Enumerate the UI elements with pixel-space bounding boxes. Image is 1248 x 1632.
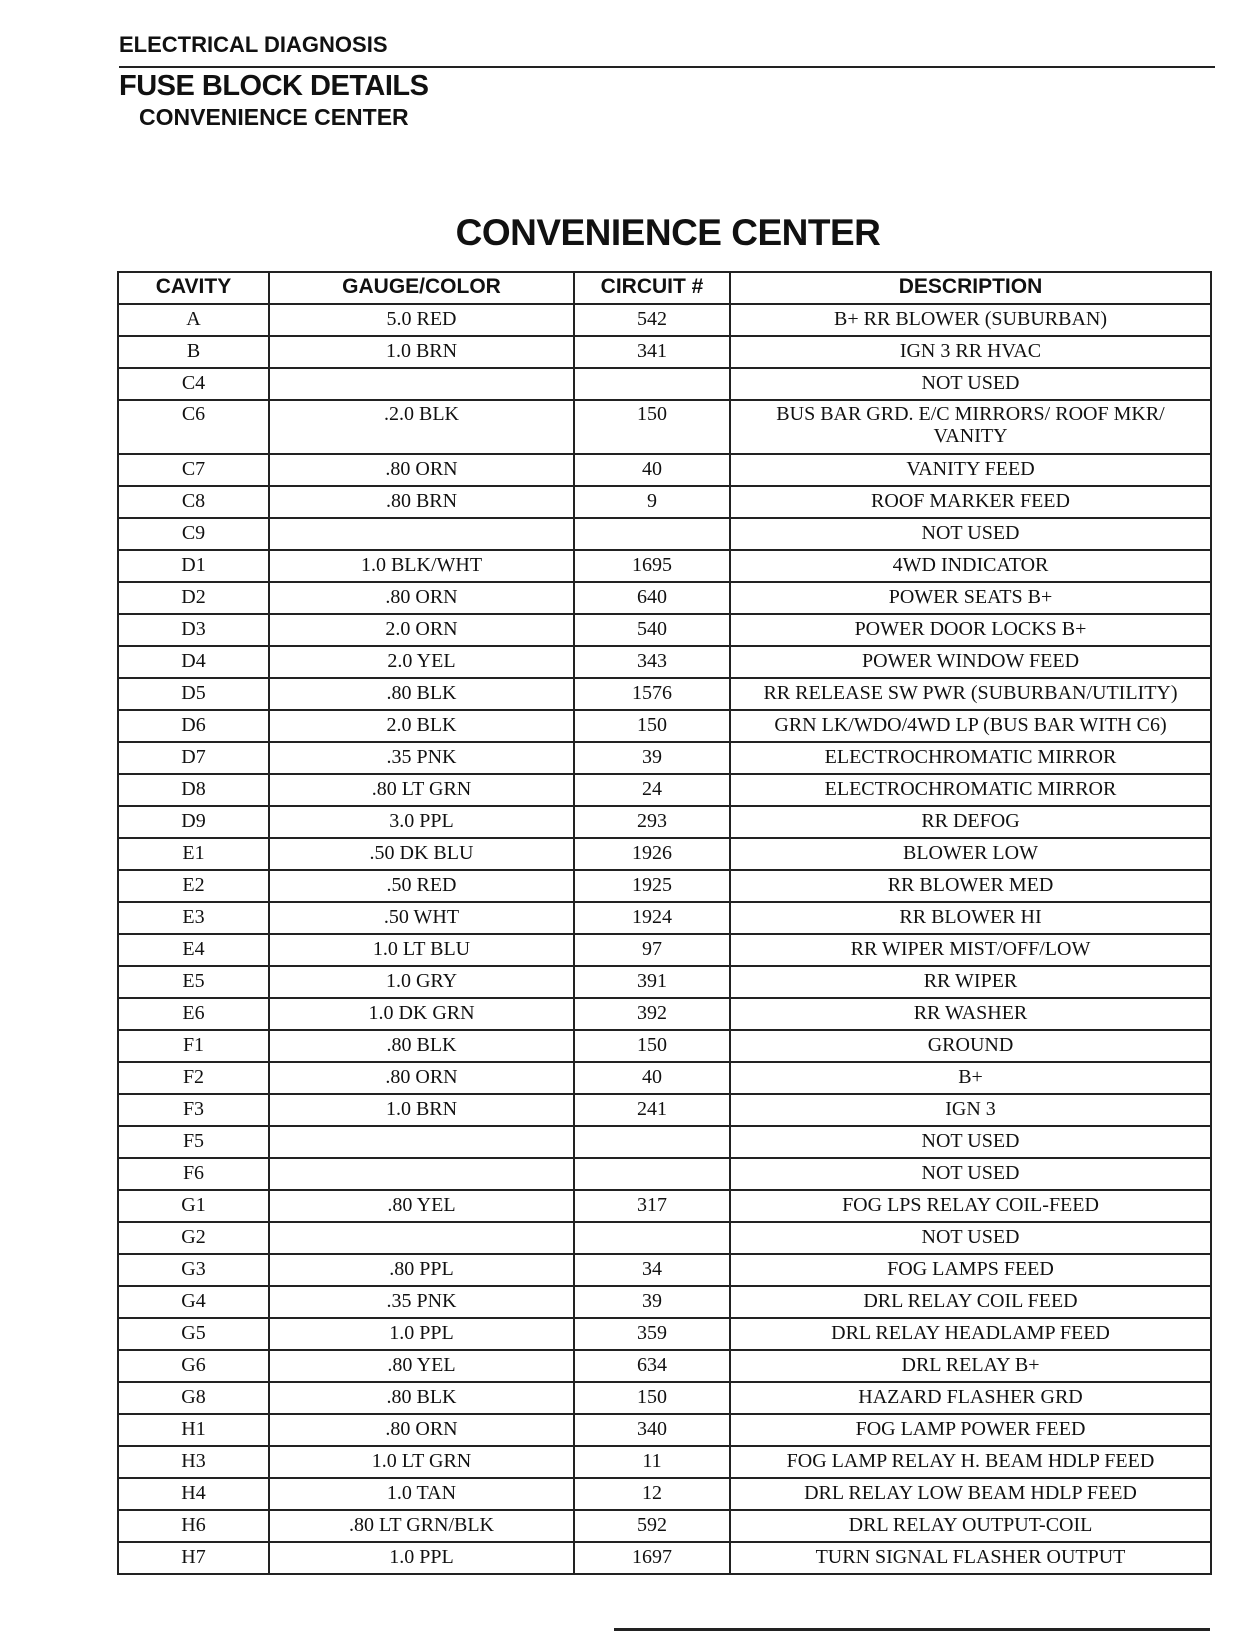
cell-cavity: F5 — [118, 1126, 269, 1158]
table-row — [118, 870, 1211, 902]
cell-gauge-color — [269, 518, 574, 550]
cell-gauge-color — [269, 1126, 574, 1158]
cell-gauge-color: 1.0 DK GRN — [269, 998, 574, 1030]
cell-gauge-color: .80 ORN — [269, 1414, 574, 1446]
column-header-cavity: CAVITY — [118, 272, 269, 304]
table-row — [118, 486, 1211, 518]
table-row — [118, 550, 1211, 582]
cell-description: DRL RELAY HEADLAMP FEED — [730, 1318, 1211, 1350]
table-row — [118, 1446, 1211, 1478]
cell-circuit: 150 — [574, 710, 730, 742]
cell-gauge-color — [269, 1158, 574, 1190]
cell-cavity: D3 — [118, 614, 269, 646]
cell-circuit: 12 — [574, 1478, 730, 1510]
cell-cavity: D9 — [118, 806, 269, 838]
cell-description: FOG LPS RELAY COIL-FEED — [730, 1190, 1211, 1222]
table-row — [118, 646, 1211, 678]
cell-description: ROOF MARKER FEED — [730, 486, 1211, 518]
cell-cavity: H6 — [118, 1510, 269, 1542]
column-header-circuit: CIRCUIT # — [574, 272, 730, 304]
cell-description: IGN 3 RR HVAC — [730, 336, 1211, 368]
cell-cavity: G1 — [118, 1190, 269, 1222]
cell-description: RR BLOWER HI — [730, 902, 1211, 934]
cell-description: BUS BAR GRD. E/C MIRRORS/ ROOF MKR/ VANITY — [730, 400, 1211, 454]
cell-circuit — [574, 1158, 730, 1190]
cell-circuit: 343 — [574, 646, 730, 678]
cell-description: FOG LAMP RELAY H. BEAM HDLP FEED — [730, 1446, 1211, 1478]
cell-circuit: 542 — [574, 304, 730, 336]
cell-gauge-color: .50 DK BLU — [269, 838, 574, 870]
cell-gauge-color: .80 BRN — [269, 486, 574, 518]
cell-cavity: D5 — [118, 678, 269, 710]
table-row — [118, 934, 1211, 966]
cell-gauge-color: 1.0 PPL — [269, 1542, 574, 1574]
page-subtitle: CONVENIENCE CENTER — [139, 104, 409, 130]
cell-circuit: 1697 — [574, 1542, 730, 1574]
table-row — [118, 902, 1211, 934]
table-row — [118, 678, 1211, 710]
cell-description: BLOWER LOW — [730, 838, 1211, 870]
cell-gauge-color: .80 BLK — [269, 1030, 574, 1062]
cell-gauge-color: .80 YEL — [269, 1190, 574, 1222]
cell-cavity: C9 — [118, 518, 269, 550]
table-row — [118, 1542, 1211, 1574]
cell-circuit: 592 — [574, 1510, 730, 1542]
cell-description: POWER WINDOW FEED — [730, 646, 1211, 678]
table-header-row — [118, 272, 1211, 304]
cell-circuit: 1695 — [574, 550, 730, 582]
cell-description: 4WD INDICATOR — [730, 550, 1211, 582]
table-row — [118, 774, 1211, 806]
cell-circuit: 340 — [574, 1414, 730, 1446]
table-row — [118, 582, 1211, 614]
cell-description: NOT USED — [730, 1158, 1211, 1190]
cell-description: POWER DOOR LOCKS B+ — [730, 614, 1211, 646]
cell-circuit: 392 — [574, 998, 730, 1030]
cell-description: DRL RELAY OUTPUT-COIL — [730, 1510, 1211, 1542]
cell-gauge-color: .50 RED — [269, 870, 574, 902]
cell-cavity: C7 — [118, 454, 269, 486]
cell-description: RR BLOWER MED — [730, 870, 1211, 902]
cell-cavity: E2 — [118, 870, 269, 902]
cell-circuit — [574, 368, 730, 400]
cell-gauge-color: 2.0 ORN — [269, 614, 574, 646]
table-row — [118, 1030, 1211, 1062]
cell-circuit: 1926 — [574, 838, 730, 870]
cell-description: FOG LAMPS FEED — [730, 1254, 1211, 1286]
cell-cavity: H4 — [118, 1478, 269, 1510]
table-row — [118, 1350, 1211, 1382]
cell-circuit: 540 — [574, 614, 730, 646]
cell-gauge-color: .35 PNK — [269, 742, 574, 774]
cell-cavity: D7 — [118, 742, 269, 774]
table-row — [118, 336, 1211, 368]
cell-gauge-color: 1.0 PPL — [269, 1318, 574, 1350]
cell-cavity: G3 — [118, 1254, 269, 1286]
cell-cavity: E5 — [118, 966, 269, 998]
table-row — [118, 1094, 1211, 1126]
cell-description: TURN SIGNAL FLASHER OUTPUT — [730, 1542, 1211, 1574]
cell-gauge-color: 1.0 BRN — [269, 1094, 574, 1126]
table-row — [118, 1286, 1211, 1318]
cell-gauge-color: 1.0 LT BLU — [269, 934, 574, 966]
cell-gauge-color: .80 ORN — [269, 582, 574, 614]
table-row — [118, 454, 1211, 486]
table-row — [118, 1510, 1211, 1542]
cell-circuit: 293 — [574, 806, 730, 838]
cell-circuit: 40 — [574, 454, 730, 486]
cell-circuit: 634 — [574, 1350, 730, 1382]
cell-description: POWER SEATS B+ — [730, 582, 1211, 614]
cell-description: RR WIPER MIST/OFF/LOW — [730, 934, 1211, 966]
cell-gauge-color — [269, 1222, 574, 1254]
cell-cavity: F2 — [118, 1062, 269, 1094]
table-row — [118, 1190, 1211, 1222]
cell-description: ELECTROCHROMATIC MIRROR — [730, 742, 1211, 774]
cell-description: B+ — [730, 1062, 1211, 1094]
cell-cavity: E6 — [118, 998, 269, 1030]
cell-description: DRL RELAY B+ — [730, 1350, 1211, 1382]
table-row — [118, 806, 1211, 838]
cell-description: FOG LAMP POWER FEED — [730, 1414, 1211, 1446]
cell-circuit — [574, 1222, 730, 1254]
cell-description: RR WASHER — [730, 998, 1211, 1030]
cell-cavity: F6 — [118, 1158, 269, 1190]
cell-circuit: 40 — [574, 1062, 730, 1094]
cell-circuit: 1576 — [574, 678, 730, 710]
table-row — [118, 1158, 1211, 1190]
cell-circuit: 1924 — [574, 902, 730, 934]
cell-cavity: G2 — [118, 1222, 269, 1254]
cell-cavity: B — [118, 336, 269, 368]
cell-cavity: D2 — [118, 582, 269, 614]
cell-gauge-color: 1.0 BRN — [269, 336, 574, 368]
cell-description: NOT USED — [730, 1222, 1211, 1254]
table-row — [118, 966, 1211, 998]
cell-gauge-color: 2.0 BLK — [269, 710, 574, 742]
cell-cavity: D6 — [118, 710, 269, 742]
table-row — [118, 518, 1211, 550]
table-row — [118, 1062, 1211, 1094]
cell-circuit: 317 — [574, 1190, 730, 1222]
table-row — [118, 614, 1211, 646]
cell-circuit: 9 — [574, 486, 730, 518]
table-row — [118, 368, 1211, 400]
cell-gauge-color: .80 LT GRN/BLK — [269, 1510, 574, 1542]
cell-description: RR RELEASE SW PWR (SUBURBAN/UTILITY) — [730, 678, 1211, 710]
cell-description: B+ RR BLOWER (SUBURBAN) — [730, 304, 1211, 336]
cell-description: RR WIPER — [730, 966, 1211, 998]
fuse-table — [117, 271, 1212, 1575]
cell-circuit: 241 — [574, 1094, 730, 1126]
table-row — [118, 838, 1211, 870]
cell-gauge-color: .80 ORN — [269, 1062, 574, 1094]
table-row — [118, 1318, 1211, 1350]
cell-gauge-color: .80 BLK — [269, 678, 574, 710]
cell-circuit: 359 — [574, 1318, 730, 1350]
cell-description: NOT USED — [730, 518, 1211, 550]
cell-gauge-color: 1.0 LT GRN — [269, 1446, 574, 1478]
cell-cavity: D4 — [118, 646, 269, 678]
cell-description: ELECTROCHROMATIC MIRROR — [730, 774, 1211, 806]
cell-circuit: 34 — [574, 1254, 730, 1286]
table-row — [118, 1382, 1211, 1414]
cell-gauge-color: .80 PPL — [269, 1254, 574, 1286]
page-title: FUSE BLOCK DETAILS — [119, 70, 429, 102]
cell-cavity: G5 — [118, 1318, 269, 1350]
cell-circuit: 97 — [574, 934, 730, 966]
cell-circuit: 150 — [574, 1382, 730, 1414]
cell-gauge-color: .80 LT GRN — [269, 774, 574, 806]
cell-circuit: 39 — [574, 1286, 730, 1318]
cell-circuit: 391 — [574, 966, 730, 998]
table-body — [118, 304, 1211, 1574]
cell-description: IGN 3 — [730, 1094, 1211, 1126]
cell-cavity: E1 — [118, 838, 269, 870]
cell-cavity: F3 — [118, 1094, 269, 1126]
cell-cavity: G6 — [118, 1350, 269, 1382]
cell-cavity: C6 — [118, 400, 269, 454]
cell-description: DRL RELAY LOW BEAM HDLP FEED — [730, 1478, 1211, 1510]
cell-description: GRN LK/WDO/4WD LP (BUS BAR WITH C6) — [730, 710, 1211, 742]
cell-cavity: A — [118, 304, 269, 336]
cell-gauge-color: .80 ORN — [269, 454, 574, 486]
cell-cavity: D8 — [118, 774, 269, 806]
cell-gauge-color: 5.0 RED — [269, 304, 574, 336]
cell-circuit: 640 — [574, 582, 730, 614]
cell-cavity: H3 — [118, 1446, 269, 1478]
cell-gauge-color: 3.0 PPL — [269, 806, 574, 838]
table-row — [118, 742, 1211, 774]
cell-description: GROUND — [730, 1030, 1211, 1062]
column-header-gauge-color: GAUGE/COLOR — [269, 272, 574, 304]
cell-cavity: G4 — [118, 1286, 269, 1318]
cell-circuit: 341 — [574, 336, 730, 368]
cell-circuit: 150 — [574, 400, 730, 454]
section-heading: ELECTRICAL DIAGNOSIS — [119, 32, 388, 57]
cell-circuit: 24 — [574, 774, 730, 806]
cell-circuit — [574, 518, 730, 550]
column-header-description: DESCRIPTION — [730, 272, 1211, 304]
cell-cavity: F1 — [118, 1030, 269, 1062]
table-row — [118, 1478, 1211, 1510]
table-row — [118, 400, 1211, 454]
cell-gauge-color: .80 BLK — [269, 1382, 574, 1414]
header-rule — [119, 66, 1215, 68]
cell-circuit: 11 — [574, 1446, 730, 1478]
cell-description: HAZARD FLASHER GRD — [730, 1382, 1211, 1414]
table-row — [118, 1254, 1211, 1286]
cell-gauge-color: 2.0 YEL — [269, 646, 574, 678]
cell-circuit — [574, 1126, 730, 1158]
table-row — [118, 1222, 1211, 1254]
cell-description: VANITY FEED — [730, 454, 1211, 486]
cell-gauge-color: .80 YEL — [269, 1350, 574, 1382]
cell-cavity: H7 — [118, 1542, 269, 1574]
cell-cavity: C8 — [118, 486, 269, 518]
cell-gauge-color: .2.0 BLK — [269, 400, 574, 454]
cell-gauge-color: .35 PNK — [269, 1286, 574, 1318]
table-row — [118, 304, 1211, 336]
table-row — [118, 1126, 1211, 1158]
cell-cavity: E4 — [118, 934, 269, 966]
cell-description: RR DEFOG — [730, 806, 1211, 838]
cell-cavity: H1 — [118, 1414, 269, 1446]
table-title: CONVENIENCE CENTER — [455, 212, 881, 253]
cell-description: DRL RELAY COIL FEED — [730, 1286, 1211, 1318]
cell-cavity: E3 — [118, 902, 269, 934]
table-row — [118, 710, 1211, 742]
cell-description: NOT USED — [730, 1126, 1211, 1158]
cell-gauge-color — [269, 368, 574, 400]
table-row — [118, 998, 1211, 1030]
cell-cavity: D1 — [118, 550, 269, 582]
cell-cavity: C4 — [118, 368, 269, 400]
cell-gauge-color: .50 WHT — [269, 902, 574, 934]
cell-gauge-color: 1.0 BLK/WHT — [269, 550, 574, 582]
cell-gauge-color: 1.0 TAN — [269, 1478, 574, 1510]
cell-description: NOT USED — [730, 368, 1211, 400]
cell-circuit: 39 — [574, 742, 730, 774]
cell-circuit: 150 — [574, 1030, 730, 1062]
cell-circuit: 1925 — [574, 870, 730, 902]
footer-rule — [614, 1628, 1210, 1631]
fuse-table-container — [117, 271, 1210, 1575]
cell-gauge-color: 1.0 GRY — [269, 966, 574, 998]
table-row — [118, 1414, 1211, 1446]
cell-cavity: G8 — [118, 1382, 269, 1414]
